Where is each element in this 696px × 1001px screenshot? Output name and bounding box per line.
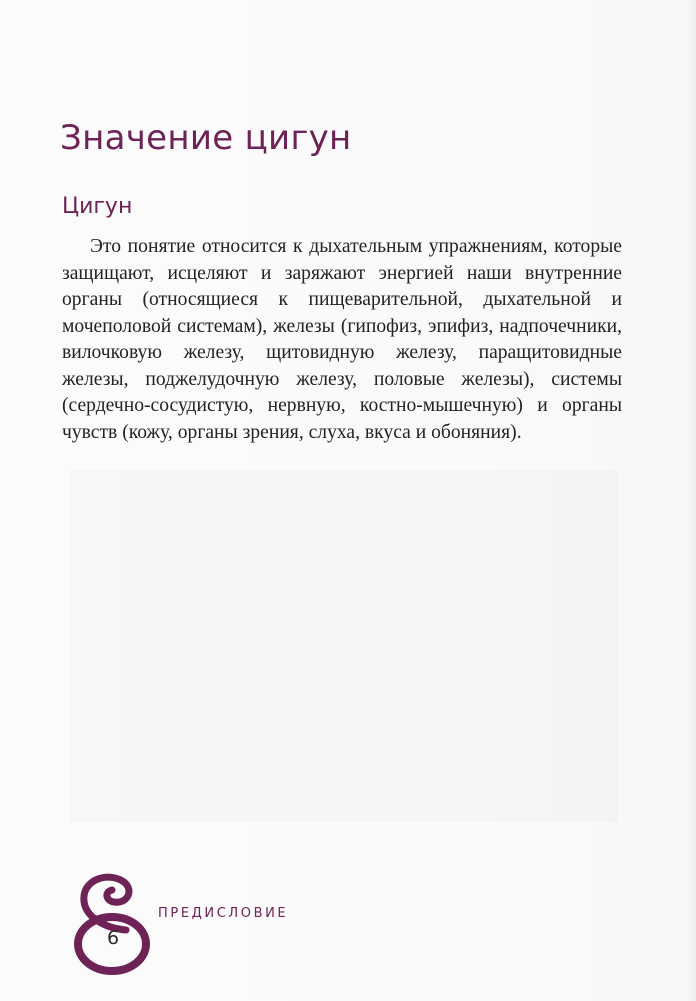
section-heading: Цигун	[62, 194, 133, 219]
page-edge-shadow	[688, 0, 696, 1001]
body-paragraph: Это понятие относится к дыхательным упражнениям, которые защищают, исцеляют и заряжают энергией наши внутренние органы (относящиеся к пищеварительной, дыхательной и мочеполовой системам), железы (гипофиз, эпифиз, надпочечники, вилочковую железу, щитовидную железу, паращитовидные железы, поджелудочную железу, половые железы), системы (сердечно-сосудистую, нервную, костно-мышечную) и органы чувств (кожу, органы зрения, слуха, вкуса и обоняния).	[62, 236, 622, 443]
chapter-title: Значение цигун	[60, 118, 352, 158]
running-head: ПРЕДИСЛОВИЕ	[158, 906, 289, 921]
page-number: 6	[106, 927, 120, 949]
show-through-shadow	[70, 470, 618, 822]
